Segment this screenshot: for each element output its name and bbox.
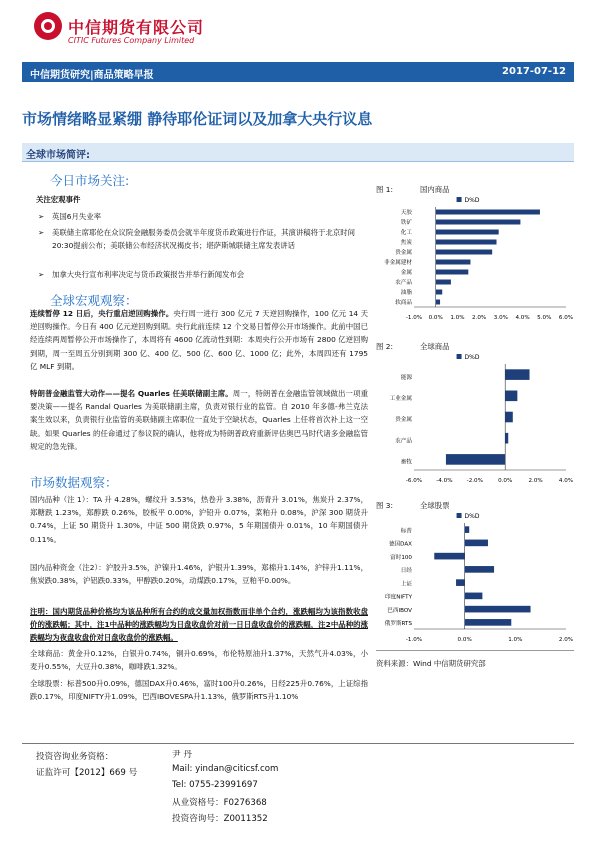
- qualification-number: 从业资格号：F0276368: [172, 798, 267, 808]
- category-label: 贵金属: [395, 250, 412, 256]
- category-label: 德国DAX: [388, 541, 412, 548]
- list-item: ➢ 加拿大央行宣布利率决定与货币政策报告并举行新闻发布会: [52, 268, 372, 281]
- figure-3-chart: [376, 511, 574, 645]
- x-tick-label: -1.0%: [405, 315, 423, 321]
- bar: [436, 210, 540, 215]
- category-label: 能源: [400, 374, 412, 381]
- source-note: 资料来源：Wind 中信期货研究部: [376, 659, 486, 668]
- bar: [436, 290, 443, 295]
- report-series: 中信期货研究|商品策略早报: [30, 70, 154, 81]
- macro-lead-2: 特朗普金融监管大动作——提名 Quarles 任美联储副主席。: [30, 389, 233, 398]
- bar: [465, 593, 483, 600]
- data-heading: 市场数据观察：: [30, 475, 118, 490]
- category-label: 标普: [400, 528, 412, 535]
- legend-swatch: [457, 513, 462, 518]
- figure-1-label: 图 1:: [376, 185, 393, 194]
- analyst-email[interactable]: Mail: yindan@citicsf.com: [172, 764, 279, 774]
- domestic-capital-text: 国内品种资金（注2）：沪胶升3.5%，沪镍升1.46%，沪银升1.39%，郑棉升1.14%，沪锌升1.11%，焦炭跌0.38%，沪铝跌0.33%，甲醇跌0.20%，动煤跌0.17%，豆粕平0.00%。: [30, 563, 368, 586]
- figure-3-label: 图 3:: [376, 501, 393, 510]
- legend-label: D%D: [464, 197, 480, 204]
- global-stocks-text: 全球股票：标普500升0.09%，德国DAX升0.46%，富时100升0.26%，日经225升0.76%，上证综指跌0.17%，印度NIFTY升1.09%，巴西IBOVESPA升1.13%，俄罗斯RTS升1.10%: [30, 679, 368, 702]
- report-banner: [22, 62, 574, 82]
- x-tick-label: 4.0%: [515, 315, 530, 321]
- category-label: 农产品: [395, 438, 412, 445]
- bar: [465, 566, 494, 573]
- x-tick-label: 0.0%: [498, 478, 513, 484]
- company-name-en: CITIC Futures Company Limited: [68, 36, 195, 45]
- bar: [436, 300, 440, 305]
- category-label: 化工: [400, 230, 412, 236]
- company-logo: [34, 12, 62, 40]
- domestic-futures-text: 国内品种（注 1）：TA 升 4.28%，螺纹升 3.53%，热卷升 3.38%，沥青升 3.01%，焦炭升 2.37%，郑糖跌 1.23%，郑醇跌 0.26%，胶板平 0.00%，沪铅升 0.07%，菜粕升 0.08%，沪深 300 期货升 0.74%，上证 50 期货升 1.30%，中证 500 期货跌 0.97%，5 年期国债升 0.01%，10 年期国债升 0.11%。: [30, 495, 368, 544]
- section-header: [22, 143, 574, 162]
- x-tick-label: -1.0%: [405, 637, 423, 643]
- license-label: 投资咨询业务资格：: [36, 752, 114, 762]
- legend-label: D%D: [464, 354, 480, 361]
- section-header-label: 全球市场简评:: [26, 150, 90, 161]
- category-label: 上证: [400, 581, 412, 588]
- footer-divider: [22, 743, 574, 744]
- bar: [434, 553, 464, 560]
- list-item: ➢ 美联储主席耶伦在众议院金融服务委员会就半年度货币政策进行作证，其演讲稿将于北京时间20:30提前公布；美联储公布经济状况褐皮书；堪萨斯城联储主席发表讲话: [52, 226, 372, 252]
- category-label: 日经: [400, 568, 412, 575]
- methodology-note: 注明：国内期货品种价格均为该品种所有合约的成交量加权指数而非单个合约，涨跌幅均为该指数收盘价的涨跌幅；其中，注1中品种的涨跌幅均为日盘收盘价对前一日日盘收盘价的涨跌幅，注2中品种的涨跌幅均为夜盘收盘价对日盘收盘价的涨跌幅。: [30, 607, 368, 643]
- x-tick-label: 2.0%: [472, 315, 487, 321]
- category-label: 富时100: [390, 554, 412, 561]
- x-tick-label: -4.0%: [436, 478, 453, 484]
- bar: [436, 270, 469, 275]
- bar: [446, 454, 505, 465]
- macro-text-1: 央行周一进行 300 亿元 7 天逆回购操作，100 亿元 14 天逆回购操作。今日有 400 亿元逆回购到期。央行此前连续 12 个交易日暂停公开市场操作。此前中国已经连续两周暂停公开市场操作了，本周将有 4600 亿流动性到期：本周央行公开市场有 2800 亿逆回购到期，周一至周五分别到期 300 亿、400 亿、500 亿、600 亿、1000 亿；此外，本周四还有 1795 亿 MLF 到期。: [30, 309, 368, 371]
- report-title: 市场情绪略显紧绷 静待耶伦证词以及加拿大央行议息: [22, 110, 373, 128]
- x-tick-label: 1.0%: [450, 315, 465, 321]
- macro-text-2: 周一，特朗普在金融监管领域做出一项重要决策——提名 Randal Quarles 为美联储副主席，负责对银行业的监管。自 2010 年多德-弗兰克法案生效以来，负责银行业监管的美联储副主席职位一直处于空缺状态，Quarles 上任将首次补上这一空缺。如果 Quarles 的任命通过了参议院的确认，他将成为特朗普政府重新评估奥巴马时代诸多金融监管规定的急先锋。: [30, 389, 368, 451]
- x-tick-label: 2.0%: [528, 478, 543, 484]
- bar: [436, 280, 451, 285]
- bar: [436, 260, 471, 265]
- macro-events-subheading: 关注宏观事件: [36, 195, 81, 204]
- figure-1-title: 国内商品: [420, 185, 450, 194]
- x-tick-label: 2.0%: [558, 637, 574, 643]
- license-number: 证监许可【2012】669 号: [36, 768, 138, 778]
- macro-paragraph-2: [30, 387, 368, 453]
- category-label: 软商品: [395, 300, 412, 306]
- global-commodities-text: 全球商品：黄金升0.12%，白银升0.74%，铜升0.69%，布伦特原油升1.37%，天然气升4.03%，小麦升0.55%，大豆升0.38%，咖啡跌1.32%。: [30, 649, 368, 672]
- macro-paragraph-1: [30, 307, 368, 373]
- figure-3-title: 全球股票: [420, 501, 450, 510]
- category-label: 油脂: [400, 290, 412, 296]
- bar: [456, 579, 465, 586]
- legend-swatch: [457, 197, 462, 202]
- list-item: ➢ 英国6月失业率: [52, 210, 367, 223]
- source-divider: [376, 650, 574, 651]
- legend-swatch: [457, 354, 462, 359]
- category-label: 贵金属: [395, 417, 412, 424]
- consulting-number: 投资咨询号：Z0011352: [172, 814, 268, 824]
- legend-label: D%D: [464, 513, 480, 520]
- bar: [505, 412, 513, 423]
- figure-2-label: 图 2:: [376, 342, 393, 351]
- bar: [465, 606, 531, 613]
- x-tick-label: 0.0%: [428, 315, 443, 321]
- company-name: 中信期货有限公司: [68, 18, 205, 37]
- bar: [505, 369, 529, 380]
- category-label: 畜牧: [400, 459, 412, 466]
- x-tick-label: 5.0%: [537, 315, 552, 321]
- category-label: 铁矿: [400, 220, 412, 226]
- bar: [505, 433, 508, 444]
- bar: [505, 391, 517, 402]
- bar: [436, 230, 499, 235]
- category-label: 金属: [400, 270, 412, 276]
- bar: [465, 619, 512, 626]
- today-heading: 今日市场关注:: [50, 173, 130, 188]
- figure-2-title: 全球商品: [420, 342, 450, 351]
- category-label: 天胶: [400, 210, 412, 216]
- x-tick-label: 0.0%: [457, 637, 472, 643]
- macro-heading: 全球宏观观察：: [50, 293, 138, 308]
- macro-lead-1: 连续暂停 12 日后，央行重启逆回购操作。: [30, 309, 174, 318]
- x-tick-label: 1.0%: [508, 637, 523, 643]
- figure-1-chart: [376, 195, 574, 323]
- x-tick-label: 4.0%: [558, 478, 574, 484]
- bar: [436, 250, 492, 255]
- category-label: 农产品: [395, 280, 412, 286]
- category-label: 巴西IBOV: [387, 607, 412, 614]
- category-label: 俄罗斯RTS: [384, 621, 412, 628]
- category-label: 工业金属: [389, 396, 412, 403]
- x-tick-label: 3.0%: [493, 315, 508, 321]
- bar: [436, 220, 521, 225]
- x-tick-label: -6.0%: [405, 478, 423, 484]
- x-tick-label: -2.0%: [466, 478, 483, 484]
- analyst-phone: Tel: 0755-23991697: [172, 780, 258, 790]
- category-label: 焦炭: [400, 240, 412, 246]
- bar: [436, 240, 497, 245]
- bar: [465, 526, 470, 533]
- figure-2-chart: [376, 352, 574, 486]
- x-tick-label: 6.0%: [558, 315, 574, 321]
- category-label: 印度NIFTY: [385, 594, 412, 601]
- bar: [465, 540, 488, 547]
- category-label: 非金属建材: [384, 260, 412, 266]
- analyst-name: 尹 丹: [172, 750, 192, 760]
- report-date: 2017-07-12: [502, 66, 566, 77]
